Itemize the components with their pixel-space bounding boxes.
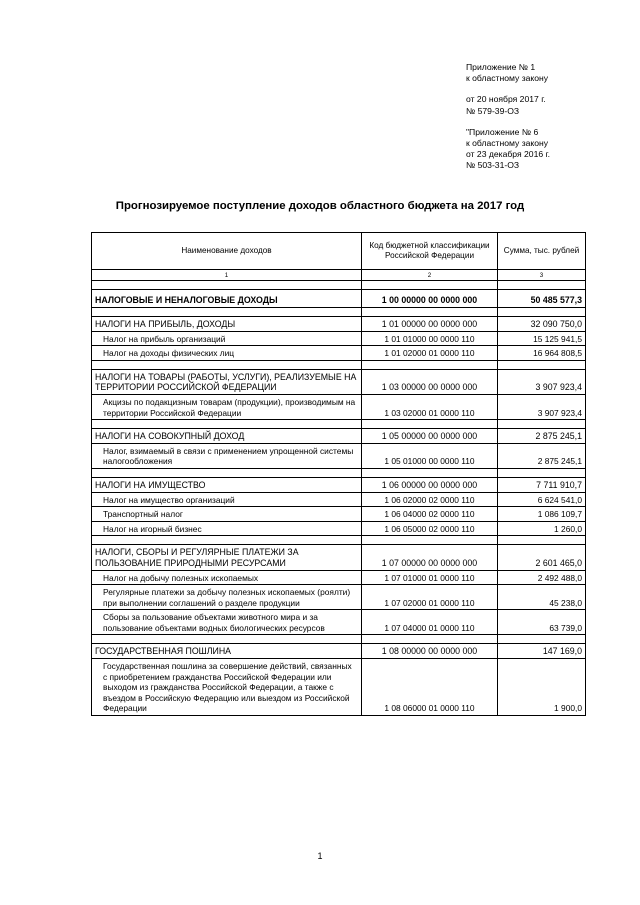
appendix-header <box>466 62 626 172</box>
table-row <box>92 521 586 536</box>
table-row <box>92 570 586 585</box>
row-code: 1 08 06000 01 0000 110 <box>362 659 498 716</box>
row-amount: 63 739,0 <box>498 610 586 635</box>
row-code: 1 05 00000 00 0000 000 <box>362 429 498 444</box>
table-row <box>92 394 586 419</box>
row-amount: 2 875 245,1 <box>498 429 586 444</box>
row-code: 1 07 01000 01 0000 110 <box>362 570 498 585</box>
table-row <box>92 429 586 444</box>
table-row <box>92 290 586 308</box>
row-code: 1 01 01000 00 0000 110 <box>362 331 498 346</box>
column-number-row <box>92 270 586 281</box>
row-amount: 15 125 941,5 <box>498 331 586 346</box>
row-amount: 2 601 465,0 <box>498 545 586 570</box>
page-number: 1 <box>317 851 323 861</box>
row-name: Транспортный налог <box>92 507 362 522</box>
row-code: 1 03 02000 01 0000 110 <box>362 394 498 419</box>
row-name: НАЛОГОВЫЕ И НЕНАЛОГОВЫЕ ДОХОДЫ <box>92 290 362 308</box>
table-row <box>92 443 586 468</box>
row-name: ГОСУДАРСТВЕННАЯ ПОШЛИНА <box>92 644 362 659</box>
amended-appendix-label: "Приложение № 6 <box>466 126 539 137</box>
table-row <box>92 317 586 332</box>
document-title: Прогнозируемое поступление доходов областного бюджета на 2017 год <box>115 200 525 212</box>
row-amount: 2 492 488,0 <box>498 570 586 585</box>
row-amount: 147 169,0 <box>498 644 586 659</box>
row-code: 1 03 00000 00 0000 000 <box>362 369 498 394</box>
row-name: Акцизы по подакцизным товарам (продукции), производимым на территории Российской Федерации <box>92 394 362 419</box>
table-row <box>92 585 586 610</box>
header-amount: Сумма, тыс. рублей <box>498 233 586 270</box>
row-code: 1 06 04000 02 0000 110 <box>362 507 498 522</box>
amended-appendix-date: от 23 декабря 2016 г. <box>466 149 551 160</box>
table-row <box>92 644 586 659</box>
appendix-to-law: к областному закону <box>466 73 549 84</box>
table-row <box>92 346 586 361</box>
row-name: Налог на прибыль организаций <box>92 331 362 346</box>
header-code: Код бюджетной классификации Российской Федерации <box>362 233 498 270</box>
row-amount: 16 964 808,5 <box>498 346 586 361</box>
row-name: Налог на доходы физических лиц <box>92 346 362 361</box>
row-amount: 1 260,0 <box>498 521 586 536</box>
row-amount: 32 090 750,0 <box>498 317 586 332</box>
row-code: 1 07 04000 01 0000 110 <box>362 610 498 635</box>
row-code: 1 07 00000 00 0000 000 <box>362 545 498 570</box>
row-code: 1 00 00000 00 0000 000 <box>362 290 498 308</box>
row-code: 1 06 00000 00 0000 000 <box>362 477 498 492</box>
row-amount: 1 900,0 <box>498 659 586 716</box>
table-row <box>92 610 586 635</box>
row-amount: 2 875 245,1 <box>498 443 586 468</box>
row-name: Налог на имущество организаций <box>92 492 362 507</box>
row-name: НАЛОГИ НА СОВОКУПНЫЙ ДОХОД <box>92 429 362 444</box>
appendix-date: от 20 ноября 2017 г. <box>466 94 546 105</box>
row-amount: 3 907 923,4 <box>498 394 586 419</box>
header-name: Наименование доходов <box>92 233 362 270</box>
table-row <box>92 369 586 394</box>
row-name: Регулярные платежи за добычу полезных ископаемых (роялти) при выполнении соглашений о разделе продукции <box>92 585 362 610</box>
table-row <box>92 659 586 716</box>
row-name: Сборы за пользование объектами животного мира и за пользование объектами водных биологических ресурсов <box>92 610 362 635</box>
row-code: 1 06 02000 02 0000 110 <box>362 492 498 507</box>
table-row <box>92 331 586 346</box>
row-name: НАЛОГИ, СБОРЫ И РЕГУЛЯРНЫЕ ПЛАТЕЖИ ЗА ПОЛЬЗОВАНИЕ ПРИРОДНЫМИ РЕСУРСАМИ <box>92 545 362 570</box>
row-name: Налог на игорный бизнес <box>92 521 362 536</box>
table-row <box>92 477 586 492</box>
row-name: НАЛОГИ НА ПРИБЫЛЬ, ДОХОДЫ <box>92 317 362 332</box>
row-name: Налог, взимаемый в связи с применением упрощенной системы налогообложения <box>92 443 362 468</box>
row-code: 1 01 00000 00 0000 000 <box>362 317 498 332</box>
table-row <box>92 492 586 507</box>
column-number: 1 <box>92 270 362 281</box>
table-header-row <box>92 233 586 270</box>
row-name: Налог на добычу полезных ископаемых <box>92 570 362 585</box>
column-number: 2 <box>362 270 498 281</box>
row-amount: 50 485 577,3 <box>498 290 586 308</box>
row-amount: 6 624 541,0 <box>498 492 586 507</box>
appendix-label: Приложение № 1 <box>466 62 536 72</box>
amended-appendix-number: № 503-31-ОЗ <box>466 160 520 171</box>
row-code: 1 06 05000 02 0000 110 <box>362 521 498 536</box>
row-name: НАЛОГИ НА ИМУЩЕСТВО <box>92 477 362 492</box>
row-amount: 1 086 109,7 <box>498 507 586 522</box>
amended-appendix-to-law: к областному закону <box>466 138 549 149</box>
row-name: НАЛОГИ НА ТОВАРЫ (РАБОТЫ, УСЛУГИ), РЕАЛИЗУЕМЫЕ НА ТЕРРИТОРИИ РОССИЙСКОЙ ФЕДЕРАЦИИ <box>92 369 362 394</box>
revenue-table <box>91 232 586 716</box>
table-row <box>92 545 586 570</box>
row-code: 1 07 02000 01 0000 110 <box>362 585 498 610</box>
table-row <box>92 507 586 522</box>
row-code: 1 08 00000 00 0000 000 <box>362 644 498 659</box>
row-code: 1 05 01000 00 0000 110 <box>362 443 498 468</box>
column-number: 3 <box>498 270 586 281</box>
row-amount: 7 711 910,7 <box>498 477 586 492</box>
row-name: Государственная пошлина за совершение действий, связанных с приобретением гражданства Российской Федерации или выходом из гражданства Российской Федерации, а также с въездом в Российскую Федерацию или выездом из Российской Федерации <box>92 659 362 716</box>
row-amount: 3 907 923,4 <box>498 369 586 394</box>
row-code: 1 01 02000 01 0000 110 <box>362 346 498 361</box>
appendix-number: № 579-39-ОЗ <box>466 105 520 116</box>
row-amount: 45 238,0 <box>498 585 586 610</box>
